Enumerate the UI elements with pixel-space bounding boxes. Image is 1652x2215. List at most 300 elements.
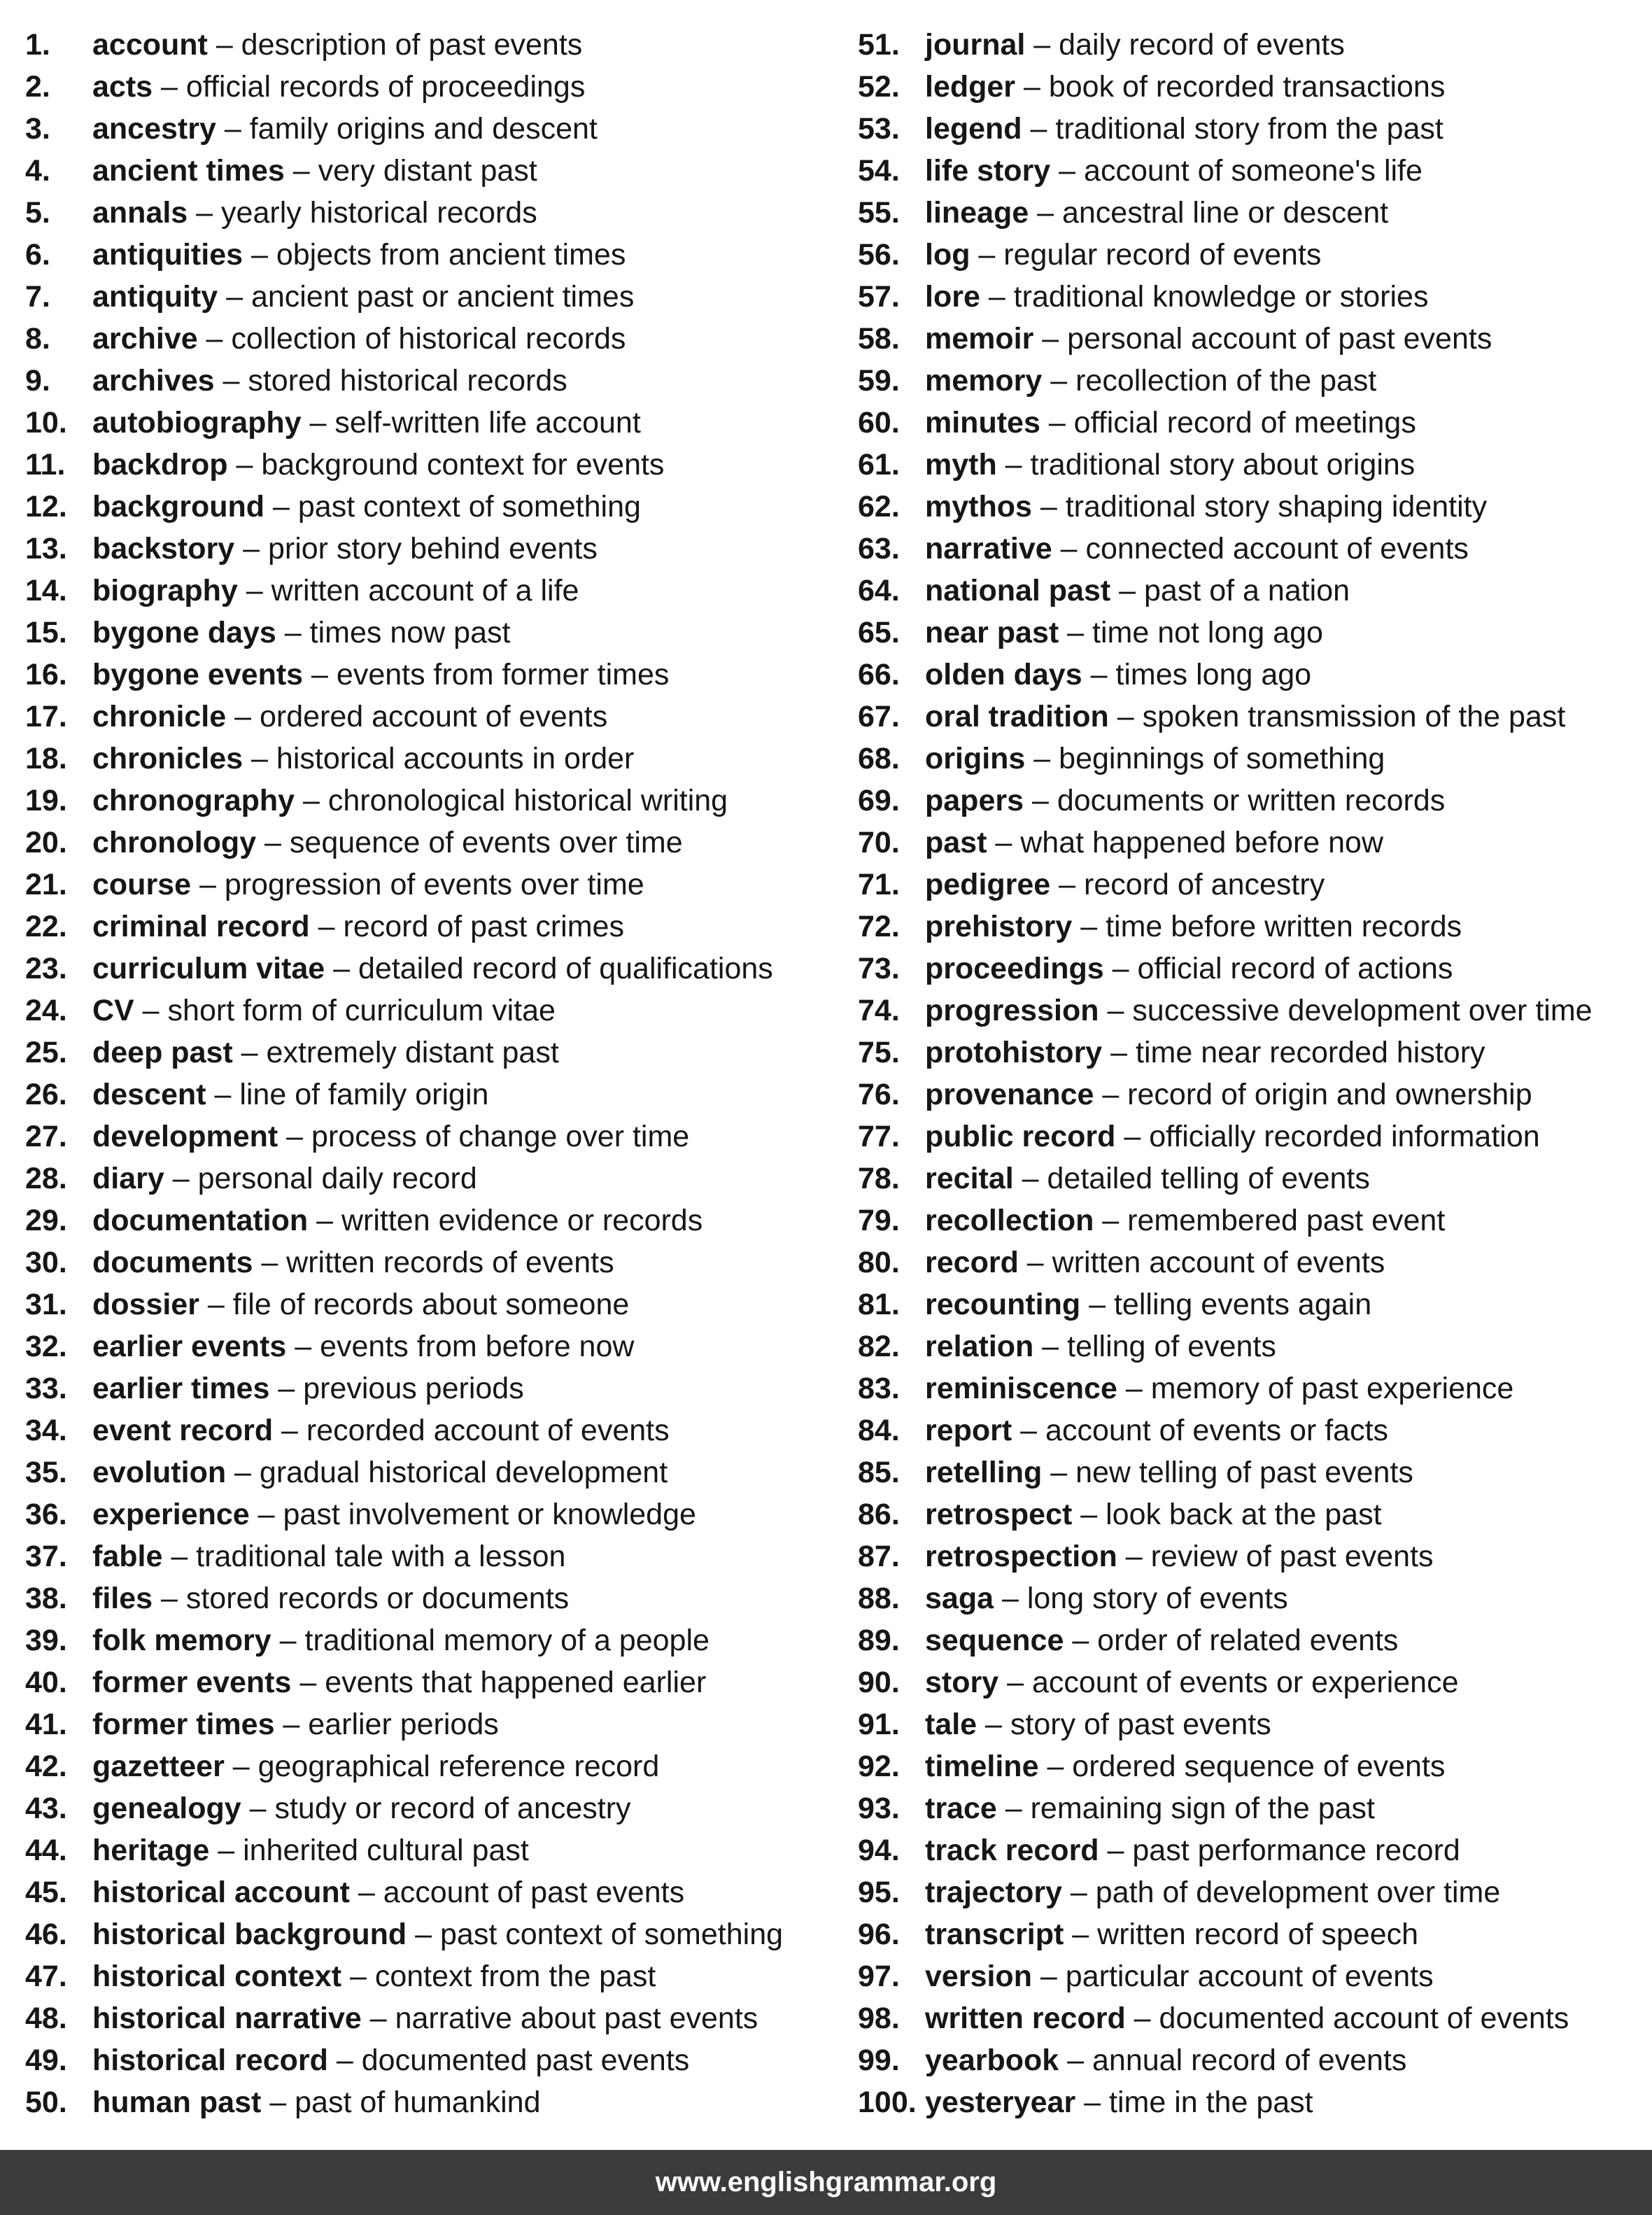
- entry-definition: – process of change over time: [278, 1120, 690, 1153]
- entry-term: legend: [925, 112, 1022, 146]
- entry-number: 10.: [25, 406, 67, 440]
- entry-number: 83.: [858, 1372, 900, 1405]
- entry-number: 65.: [858, 616, 900, 649]
- entry-term: memory: [925, 364, 1043, 398]
- word-entry: [858, 1451, 1642, 1493]
- word-entry: [25, 1997, 830, 2039]
- entry-definition: – past performance record: [1099, 1834, 1460, 1867]
- entry-term: files: [92, 1582, 153, 1615]
- entry-term: sequence: [925, 1624, 1064, 1657]
- entry-number: 97.: [858, 1960, 900, 1993]
- entry-number: 81.: [858, 1288, 900, 1321]
- entry-number: 49.: [25, 2044, 67, 2077]
- word-entry: [25, 1703, 830, 1745]
- entry-term: historical record: [92, 2044, 328, 2077]
- word-entry: [25, 696, 830, 738]
- entry-definition: – documented account of events: [1125, 2002, 1569, 2035]
- entry-number: 41.: [25, 1708, 67, 1741]
- entry-number: 6.: [25, 238, 50, 272]
- entry-term: progression: [925, 994, 1099, 1027]
- entry-term: backstory: [92, 532, 235, 565]
- entry-definition: – ordered sequence of events: [1038, 1750, 1446, 1783]
- word-entry: [858, 612, 1642, 654]
- entry-number: 30.: [25, 1246, 67, 1279]
- word-entry: [858, 738, 1642, 780]
- word-entry: [858, 1955, 1642, 1997]
- word-entry: [25, 24, 830, 66]
- word-entry: [858, 234, 1642, 276]
- word-entry: [858, 444, 1642, 486]
- word-entry: [858, 150, 1642, 192]
- entry-definition: – written record of speech: [1064, 1918, 1419, 1951]
- word-entry: [25, 1158, 830, 1200]
- entry-number: 35.: [25, 1456, 67, 1489]
- word-entry: [25, 1367, 830, 1409]
- entry-number: 32.: [25, 1330, 67, 1363]
- entry-term: narrative: [925, 532, 1052, 565]
- entry-definition: – remembered past event: [1094, 1204, 1446, 1237]
- entry-definition: – traditional knowledge or stories: [980, 280, 1429, 314]
- entry-number: 19.: [25, 784, 67, 817]
- entry-term: recollection: [925, 1204, 1094, 1237]
- entry-definition: – long story of events: [994, 1582, 1288, 1615]
- entry-definition: – description of past events: [207, 28, 583, 62]
- entry-definition: – story of past events: [977, 1708, 1271, 1741]
- entry-number: 37.: [25, 1540, 67, 1573]
- entry-term: deep past: [92, 1036, 233, 1069]
- entry-definition: – official record of meetings: [1040, 406, 1416, 440]
- entry-definition: – objects from ancient times: [243, 238, 626, 272]
- entry-term: archives: [92, 364, 215, 398]
- word-entry: [858, 822, 1642, 864]
- entry-number: 91.: [858, 1708, 900, 1741]
- entry-term: mythos: [925, 490, 1032, 523]
- entry-number: 44.: [25, 1834, 67, 1867]
- entry-term: track record: [925, 1834, 1099, 1867]
- word-entry: [25, 1200, 830, 1242]
- entry-definition: – account of someone's life: [1050, 154, 1422, 188]
- entry-term: recounting: [925, 1288, 1081, 1321]
- entry-number: 96.: [858, 1918, 900, 1951]
- entry-term: trajectory: [925, 1876, 1062, 1909]
- entry-definition: – line of family origin: [206, 1078, 489, 1111]
- word-entry: [25, 864, 830, 906]
- word-entry: [25, 360, 830, 402]
- word-entry: [25, 486, 830, 528]
- entry-definition: – narrative about past events: [361, 2002, 758, 2035]
- entry-number: 53.: [858, 112, 900, 146]
- entry-term: chronicle: [92, 700, 227, 733]
- entry-number: 56.: [858, 238, 900, 272]
- entry-definition: – inherited cultural past: [209, 1834, 529, 1867]
- entry-number: 22.: [25, 910, 67, 943]
- word-entry: [858, 654, 1642, 696]
- entry-term: ledger: [925, 70, 1016, 104]
- entry-number: 75.: [858, 1036, 900, 1069]
- entry-term: tale: [925, 1708, 977, 1741]
- entry-number: 87.: [858, 1540, 900, 1573]
- word-entry: [858, 108, 1642, 150]
- entry-definition: – background context for events: [227, 448, 665, 481]
- entry-definition: – written records of events: [253, 1246, 614, 1279]
- entry-definition: – past involvement or knowledge: [249, 1498, 696, 1531]
- entry-term: transcript: [925, 1918, 1064, 1951]
- entry-term: historical context: [92, 1960, 342, 1993]
- word-entry: [858, 1619, 1642, 1661]
- entry-definition: – times now past: [276, 616, 511, 649]
- entry-definition: – account of past events: [349, 1876, 685, 1909]
- entry-definition: – regular record of events: [970, 238, 1322, 272]
- word-entry: [25, 402, 830, 444]
- word-entry: [858, 1367, 1642, 1409]
- entry-number: 62.: [858, 490, 900, 523]
- entry-definition: – chronological historical writing: [295, 784, 728, 817]
- word-entry: [858, 1871, 1642, 1913]
- word-entry: [25, 1829, 830, 1871]
- entry-definition: – official records of proceedings: [153, 70, 586, 104]
- entry-number: 11.: [25, 448, 66, 481]
- word-entry: [858, 2039, 1642, 2081]
- entry-term: documents: [92, 1246, 253, 1279]
- entry-definition: – remaining sign of the past: [996, 1792, 1376, 1825]
- entry-number: 12.: [25, 490, 67, 523]
- entry-definition: – beginnings of something: [1025, 742, 1385, 775]
- entry-number: 34.: [25, 1414, 67, 1447]
- entry-definition: – time before written records: [1072, 910, 1462, 943]
- entry-definition: – short form of curriculum vitae: [134, 994, 556, 1027]
- entry-number: 9.: [25, 364, 50, 398]
- entry-term: course: [92, 868, 192, 901]
- entry-definition: – successive development over time: [1099, 994, 1593, 1027]
- entry-number: 7.: [25, 280, 50, 314]
- entry-definition: – written account of a life: [237, 574, 579, 607]
- entry-term: descent: [92, 1078, 206, 1111]
- entry-definition: – traditional story from the past: [1022, 112, 1443, 146]
- entry-number: 59.: [858, 364, 900, 398]
- entry-number: 15.: [25, 616, 67, 649]
- entry-number: 42.: [25, 1750, 67, 1783]
- entry-number: 58.: [858, 322, 900, 356]
- footer-website-url: www.englishgrammar.org: [655, 2167, 997, 2198]
- entry-number: 23.: [25, 952, 67, 985]
- entry-term: biography: [92, 574, 238, 607]
- entry-term: report: [925, 1414, 1012, 1447]
- entry-term: ancestry: [92, 112, 216, 146]
- entry-number: 26.: [25, 1078, 67, 1111]
- entry-number: 17.: [25, 700, 67, 733]
- entry-number: 88.: [858, 1582, 900, 1615]
- word-entry: [25, 1451, 830, 1493]
- entry-number: 71.: [858, 868, 900, 901]
- word-entry: [858, 1745, 1642, 1787]
- entry-term: written record: [925, 2002, 1126, 2035]
- entry-definition: – geographical reference record: [224, 1750, 660, 1783]
- word-entry: [858, 1661, 1642, 1703]
- entry-definition: – stored historical records: [214, 364, 567, 398]
- entry-term: acts: [92, 70, 153, 104]
- entry-number: 69.: [858, 784, 900, 817]
- entry-number: 80.: [858, 1246, 900, 1279]
- entry-term: myth: [925, 448, 997, 481]
- entry-definition: – past context of something: [264, 490, 641, 523]
- entry-definition: – events from former times: [303, 658, 670, 691]
- entry-term: retrospect: [925, 1498, 1073, 1531]
- entry-number: 31.: [25, 1288, 67, 1321]
- entry-definition: – recollection of the past: [1042, 364, 1377, 398]
- entry-number: 79.: [858, 1204, 900, 1237]
- entry-definition: – officially recorded information: [1115, 1120, 1540, 1153]
- entry-number: 76.: [858, 1078, 900, 1111]
- entry-number: 28.: [25, 1162, 67, 1195]
- word-entry: [25, 192, 830, 234]
- word-entry: [25, 1745, 830, 1787]
- entry-definition: – extremely distant past: [232, 1036, 559, 1069]
- entry-term: antiquities: [92, 238, 243, 272]
- entry-definition: – personal daily record: [164, 1162, 477, 1195]
- entry-definition: – documents or written records: [1024, 784, 1446, 817]
- entry-number: 89.: [858, 1624, 900, 1657]
- entry-term: development: [92, 1120, 278, 1153]
- entry-number: 47.: [25, 1960, 67, 1993]
- entry-definition: – official record of actions: [1103, 952, 1453, 985]
- entry-term: earlier events: [92, 1330, 287, 1363]
- entry-term: chronography: [92, 784, 295, 817]
- entry-term: minutes: [925, 406, 1040, 440]
- entry-definition: – earlier periods: [274, 1708, 499, 1741]
- entry-term: genealogy: [92, 1792, 241, 1825]
- entry-term: heritage: [92, 1834, 210, 1867]
- word-entry: [25, 1661, 830, 1703]
- entry-term: bygone days: [92, 616, 276, 649]
- entry-number: 36.: [25, 1498, 67, 1531]
- entry-term: evolution: [92, 1456, 227, 1489]
- entry-term: pedigree: [925, 868, 1051, 901]
- entry-term: historical background: [92, 1918, 407, 1951]
- entry-definition: – order of related events: [1064, 1624, 1399, 1657]
- entry-term: earlier times: [92, 1372, 270, 1405]
- word-entry: [858, 780, 1642, 822]
- word-entry: [858, 192, 1642, 234]
- entry-term: retelling: [925, 1456, 1043, 1489]
- word-entry: [25, 1409, 830, 1451]
- word-entry: [25, 1116, 830, 1158]
- word-entry: [25, 2039, 830, 2081]
- entry-term: antiquity: [92, 280, 218, 314]
- entry-definition: – daily record of events: [1025, 28, 1345, 62]
- word-entry: [25, 990, 830, 1032]
- entry-term: olden days: [925, 658, 1082, 691]
- word-entry: [858, 1493, 1642, 1535]
- entry-number: 3.: [25, 112, 50, 146]
- word-entry: [25, 66, 830, 108]
- entry-number: 77.: [858, 1120, 900, 1153]
- entry-number: 16.: [25, 658, 67, 691]
- entry-term: recital: [925, 1162, 1014, 1195]
- entry-definition: – stored records or documents: [153, 1582, 570, 1615]
- entry-term: annals: [92, 196, 188, 230]
- entry-number: 74.: [858, 994, 900, 1027]
- entry-term: human past: [92, 2086, 262, 2119]
- entry-number: 46.: [25, 1918, 67, 1951]
- word-entry: [25, 1955, 830, 1997]
- word-entry: [25, 2081, 830, 2123]
- word-entry: [25, 276, 830, 318]
- word-entry: [25, 780, 830, 822]
- entry-number: 51.: [858, 28, 900, 62]
- entry-term: background: [92, 490, 265, 523]
- entry-number: 86.: [858, 1498, 900, 1531]
- entry-definition: – traditional story about origins: [996, 448, 1416, 481]
- entry-definition: – times long ago: [1082, 658, 1312, 691]
- entry-term: proceedings: [925, 952, 1104, 985]
- entry-term: dossier: [92, 1288, 199, 1321]
- entry-number: 20.: [25, 826, 67, 859]
- entry-term: folk memory: [92, 1624, 271, 1657]
- entry-number: 73.: [858, 952, 900, 985]
- word-entry: [858, 276, 1642, 318]
- entry-number: 94.: [858, 1834, 900, 1867]
- entry-term: gazetteer: [92, 1750, 225, 1783]
- entry-definition: – written evidence or records: [308, 1204, 703, 1237]
- word-entry: [858, 1703, 1642, 1745]
- entry-term: memoir: [925, 322, 1034, 356]
- entry-number: 38.: [25, 1582, 67, 1615]
- entry-definition: – past of a nation: [1110, 574, 1350, 607]
- entry-definition: – very distant past: [284, 154, 537, 188]
- entry-number: 40.: [25, 1666, 67, 1699]
- entry-term: lore: [925, 280, 980, 314]
- word-entry: [858, 1326, 1642, 1367]
- word-entry: [858, 906, 1642, 948]
- entry-number: 18.: [25, 742, 67, 775]
- entry-definition: – events that happened earlier: [291, 1666, 707, 1699]
- entry-definition: – time not long ago: [1059, 616, 1323, 649]
- entry-definition: – file of records about someone: [199, 1288, 630, 1321]
- word-entry: [25, 906, 830, 948]
- word-entry: [25, 1326, 830, 1367]
- entry-number: 90.: [858, 1666, 900, 1699]
- entry-term: former times: [92, 1708, 275, 1741]
- entry-number: 100.: [858, 2086, 917, 2119]
- entry-number: 55.: [858, 196, 900, 230]
- entry-definition: – documented past events: [327, 2044, 690, 2077]
- word-entry: [858, 24, 1642, 66]
- entry-definition: – time near recorded history: [1102, 1036, 1485, 1069]
- entry-term: papers: [925, 784, 1024, 817]
- entry-number: 68.: [858, 742, 900, 775]
- entry-number: 24.: [25, 994, 67, 1027]
- entry-term: archive: [92, 322, 198, 356]
- entry-definition: – connected account of events: [1052, 532, 1469, 565]
- entry-number: 92.: [858, 1750, 900, 1783]
- word-entry: [25, 1787, 830, 1829]
- entry-term: backdrop: [92, 448, 228, 481]
- entry-definition: – previous periods: [269, 1372, 524, 1405]
- entry-term: chronology: [92, 826, 257, 859]
- entry-term: story: [925, 1666, 999, 1699]
- entry-number: 57.: [858, 280, 900, 314]
- entry-number: 64.: [858, 574, 900, 607]
- word-entry: [25, 1032, 830, 1074]
- entry-definition: – written account of events: [1018, 1246, 1385, 1279]
- word-entry: [25, 444, 830, 486]
- word-entry: [858, 1409, 1642, 1451]
- entry-number: 70.: [858, 826, 900, 859]
- entry-term: protohistory: [925, 1036, 1103, 1069]
- word-entry: [858, 696, 1642, 738]
- word-entry: [858, 1242, 1642, 1284]
- entry-number: 5.: [25, 196, 50, 230]
- entry-term: public record: [925, 1120, 1116, 1153]
- entry-number: 50.: [25, 2086, 67, 2119]
- entry-definition: – look back at the past: [1072, 1498, 1382, 1531]
- entry-number: 98.: [858, 2002, 900, 2035]
- word-entry: [858, 1032, 1642, 1074]
- entry-term: past: [925, 826, 987, 859]
- entry-term: national past: [925, 574, 1111, 607]
- entry-definition: – record of origin and ownership: [1094, 1078, 1532, 1111]
- entry-number: 39.: [25, 1624, 67, 1657]
- entry-term: retrospection: [925, 1540, 1117, 1573]
- word-entry: [25, 528, 830, 570]
- entry-definition: – progression of events over time: [191, 868, 644, 901]
- entry-number: 1.: [25, 28, 50, 62]
- word-entry: [25, 1074, 830, 1116]
- entry-number: 85.: [858, 1456, 900, 1489]
- entry-definition: – personal account of past events: [1033, 322, 1492, 356]
- word-entry: [858, 948, 1642, 990]
- entry-number: 63.: [858, 532, 900, 565]
- entry-number: 61.: [858, 448, 900, 481]
- entry-number: 48.: [25, 2002, 67, 2035]
- entry-definition: – traditional story shaping identity: [1031, 490, 1488, 523]
- entry-definition: – account of events or facts: [1012, 1414, 1389, 1447]
- entry-definition: – collection of historical records: [197, 322, 626, 356]
- entry-number: 25.: [25, 1036, 67, 1069]
- word-entry: [858, 1829, 1642, 1871]
- entry-term: yesteryear: [925, 2086, 1076, 2119]
- entry-term: origins: [925, 742, 1026, 775]
- entry-term: documentation: [92, 1204, 309, 1237]
- word-entry: [858, 1158, 1642, 1200]
- entry-definition: – traditional memory of a people: [271, 1624, 709, 1657]
- entry-number: 29.: [25, 1204, 67, 1237]
- word-entry: [858, 528, 1642, 570]
- entry-definition: – past of humankind: [261, 2086, 541, 2119]
- word-entry: [25, 738, 830, 780]
- word-entry: [25, 1493, 830, 1535]
- entry-term: life story: [925, 154, 1051, 188]
- entry-definition: – ordered account of events: [226, 700, 608, 733]
- word-entry: [25, 612, 830, 654]
- word-entry: [25, 1242, 830, 1284]
- entry-number: 72.: [858, 910, 900, 943]
- entry-definition: – telling of events: [1033, 1330, 1276, 1363]
- entry-term: log: [925, 238, 970, 272]
- entry-definition: – detailed telling of events: [1013, 1162, 1370, 1195]
- entry-number: 8.: [25, 322, 50, 356]
- entry-definition: – detailed record of qualifications: [325, 952, 773, 985]
- word-list-left-column: [25, 24, 830, 2123]
- word-entry: [25, 1871, 830, 1913]
- entry-number: 4.: [25, 154, 50, 188]
- entry-definition: – path of development over time: [1061, 1876, 1501, 1909]
- entry-term: relation: [925, 1330, 1034, 1363]
- entry-term: criminal record: [92, 910, 310, 943]
- word-entry: [25, 150, 830, 192]
- entry-term: provenance: [925, 1078, 1094, 1111]
- word-entry: [25, 234, 830, 276]
